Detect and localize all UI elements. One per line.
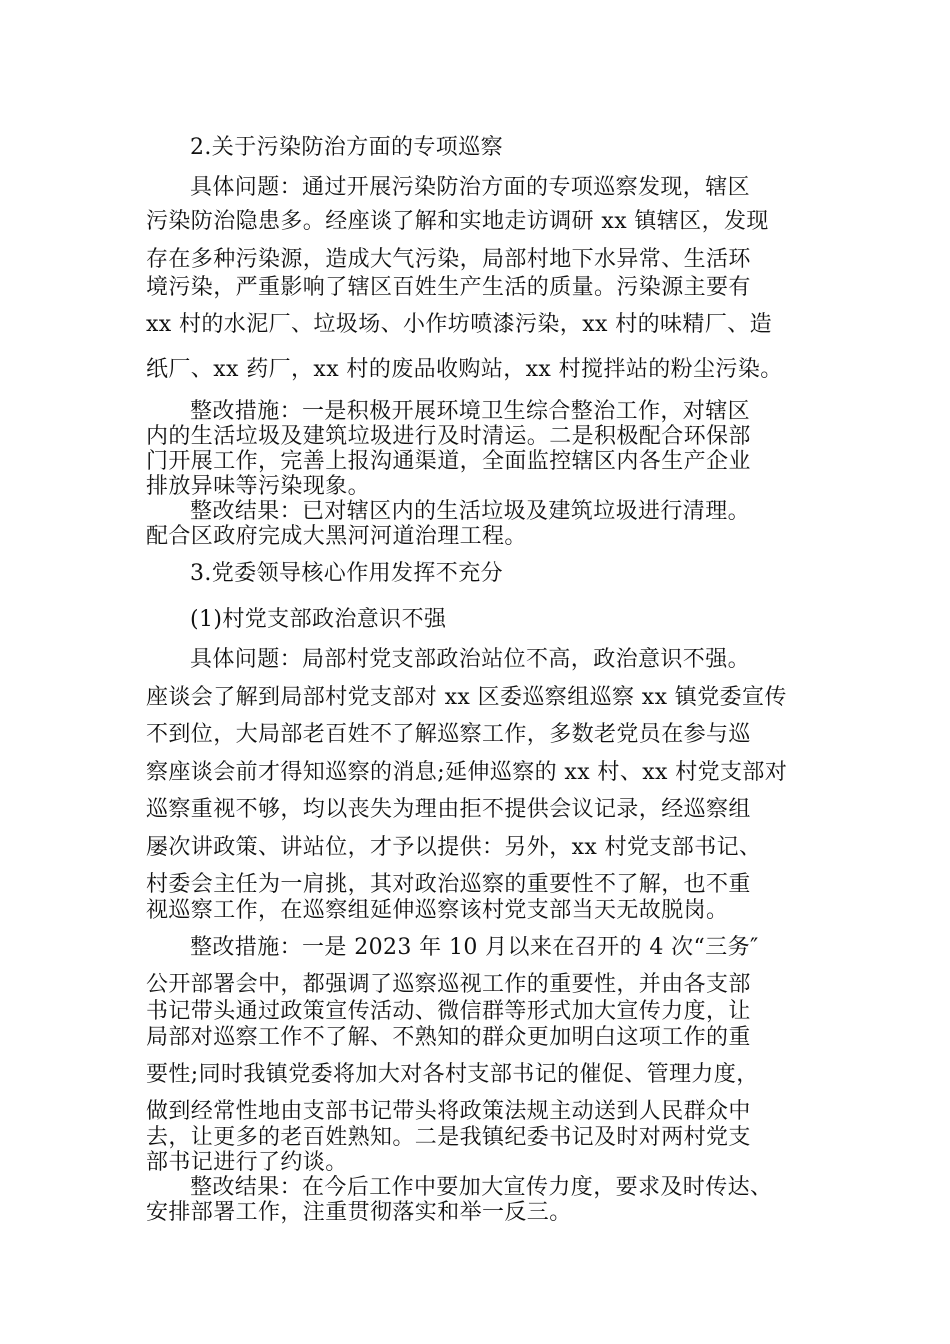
- paragraph-line: 排放异味等污染现象。: [146, 474, 371, 499]
- paragraph-line: 存在多种污染源，造成大气污染，局部村地下水异常、生活环: [146, 247, 751, 272]
- paragraph-line: 部书记进行了约谈。: [146, 1150, 348, 1175]
- paragraph-line: 去，让更多的老百姓熟知。二是我镇纪委书记及时对两村党支: [146, 1125, 751, 1150]
- paragraph-line: 察座谈会前才得知巡察的消息;延伸巡察的 xx 村、xx 村党支部对: [146, 760, 788, 785]
- paragraph-line: 内的生活垃圾及建筑垃圾进行及时清运。二是积极配合环保部: [146, 424, 751, 449]
- paragraph-line: 整改结果：已对辖区内的生活垃圾及建筑垃圾进行清理。: [190, 499, 751, 524]
- paragraph-line: xx 村的水泥厂、垃圾场、小作坊喷漆污染，xx 村的味精厂、造: [146, 312, 773, 337]
- paragraph-line: 不到位，大局部老百姓不了解巡察工作，多数老党员在参与巡: [146, 722, 751, 747]
- paragraph-line: 座谈会了解到局部村党支部对 xx 区委巡察组巡察 xx 镇党委宣传: [146, 685, 787, 710]
- paragraph-line: 具体问题：通过开展污染防治方面的专项巡察发现，辖区: [190, 175, 751, 200]
- paragraph-line: 纸厂、xx 药厂，xx 村的废品收购站，xx 村搅拌站的粉尘污染。: [146, 357, 783, 382]
- paragraph-line: 配合区政府完成大黑河河道治理工程。: [146, 524, 527, 549]
- paragraph-line: 安排部署工作，注重贯彻落实和举一反三。: [146, 1200, 572, 1225]
- paragraph-line: 视巡察工作，在巡察组延伸巡察该村党支部当天无故脱岗。: [146, 898, 729, 923]
- paragraph-line: 要性;同时我镇党委将加大对各村支部书记的催促、管理力度，: [146, 1062, 759, 1087]
- paragraph-line: 公开部署会中，都强调了巡察巡视工作的重要性，并由各支部: [146, 972, 751, 997]
- paragraph-line: 污染防治隐患多。经座谈了解和实地走访调研 xx 镇辖区，发现: [146, 209, 769, 234]
- paragraph-line: 整改结果：在今后工作中要加大宣传力度，要求及时传达、: [190, 1175, 773, 1200]
- section-heading: 3.党委领导核心作用发挥不充分: [190, 561, 503, 586]
- paragraph-line: 具体问题：局部村党支部政治站位不高，政治意识不强。: [190, 647, 751, 672]
- paragraph-line: 村委会主任为一肩挑，其对政治巡察的重要性不了解，也不重: [146, 872, 751, 897]
- paragraph-line: 整改措施：一是积极开展环境卫生综合整治工作，对辖区: [190, 399, 751, 424]
- paragraph-line: 巡察重视不够，均以丧失为理由拒不提供会议记录，经巡察组: [146, 797, 751, 822]
- paragraph-line: 境污染，严重影响了辖区百姓生产生活的质量。污染源主要有: [146, 275, 751, 300]
- subsection-heading: (1)村党支部政治意识不强: [190, 607, 447, 632]
- paragraph-line: 做到经常性地由支部书记带头将政策法规主动送到人民群众中: [146, 1099, 751, 1124]
- paragraph-line: 书记带头通过政策宣传活动、微信群等形式加大宣传力度，让: [146, 999, 751, 1024]
- paragraph-line: 整改措施：一是 2023 年 10 月以来在召开的 4 次“三务″: [190, 935, 759, 960]
- paragraph-line: 屡次讲政策、讲站位，才予以提供：另外，xx 村党支部书记、: [146, 835, 762, 860]
- paragraph-line: 门开展工作，完善上报沟通渠道，全面监控辖区内各生产企业: [146, 449, 751, 474]
- section-heading: 2.关于污染防治方面的专项巡察: [190, 135, 503, 160]
- paragraph-line: 局部对巡察工作不了解、不熟知的群众更加明白这项工作的重: [146, 1025, 751, 1050]
